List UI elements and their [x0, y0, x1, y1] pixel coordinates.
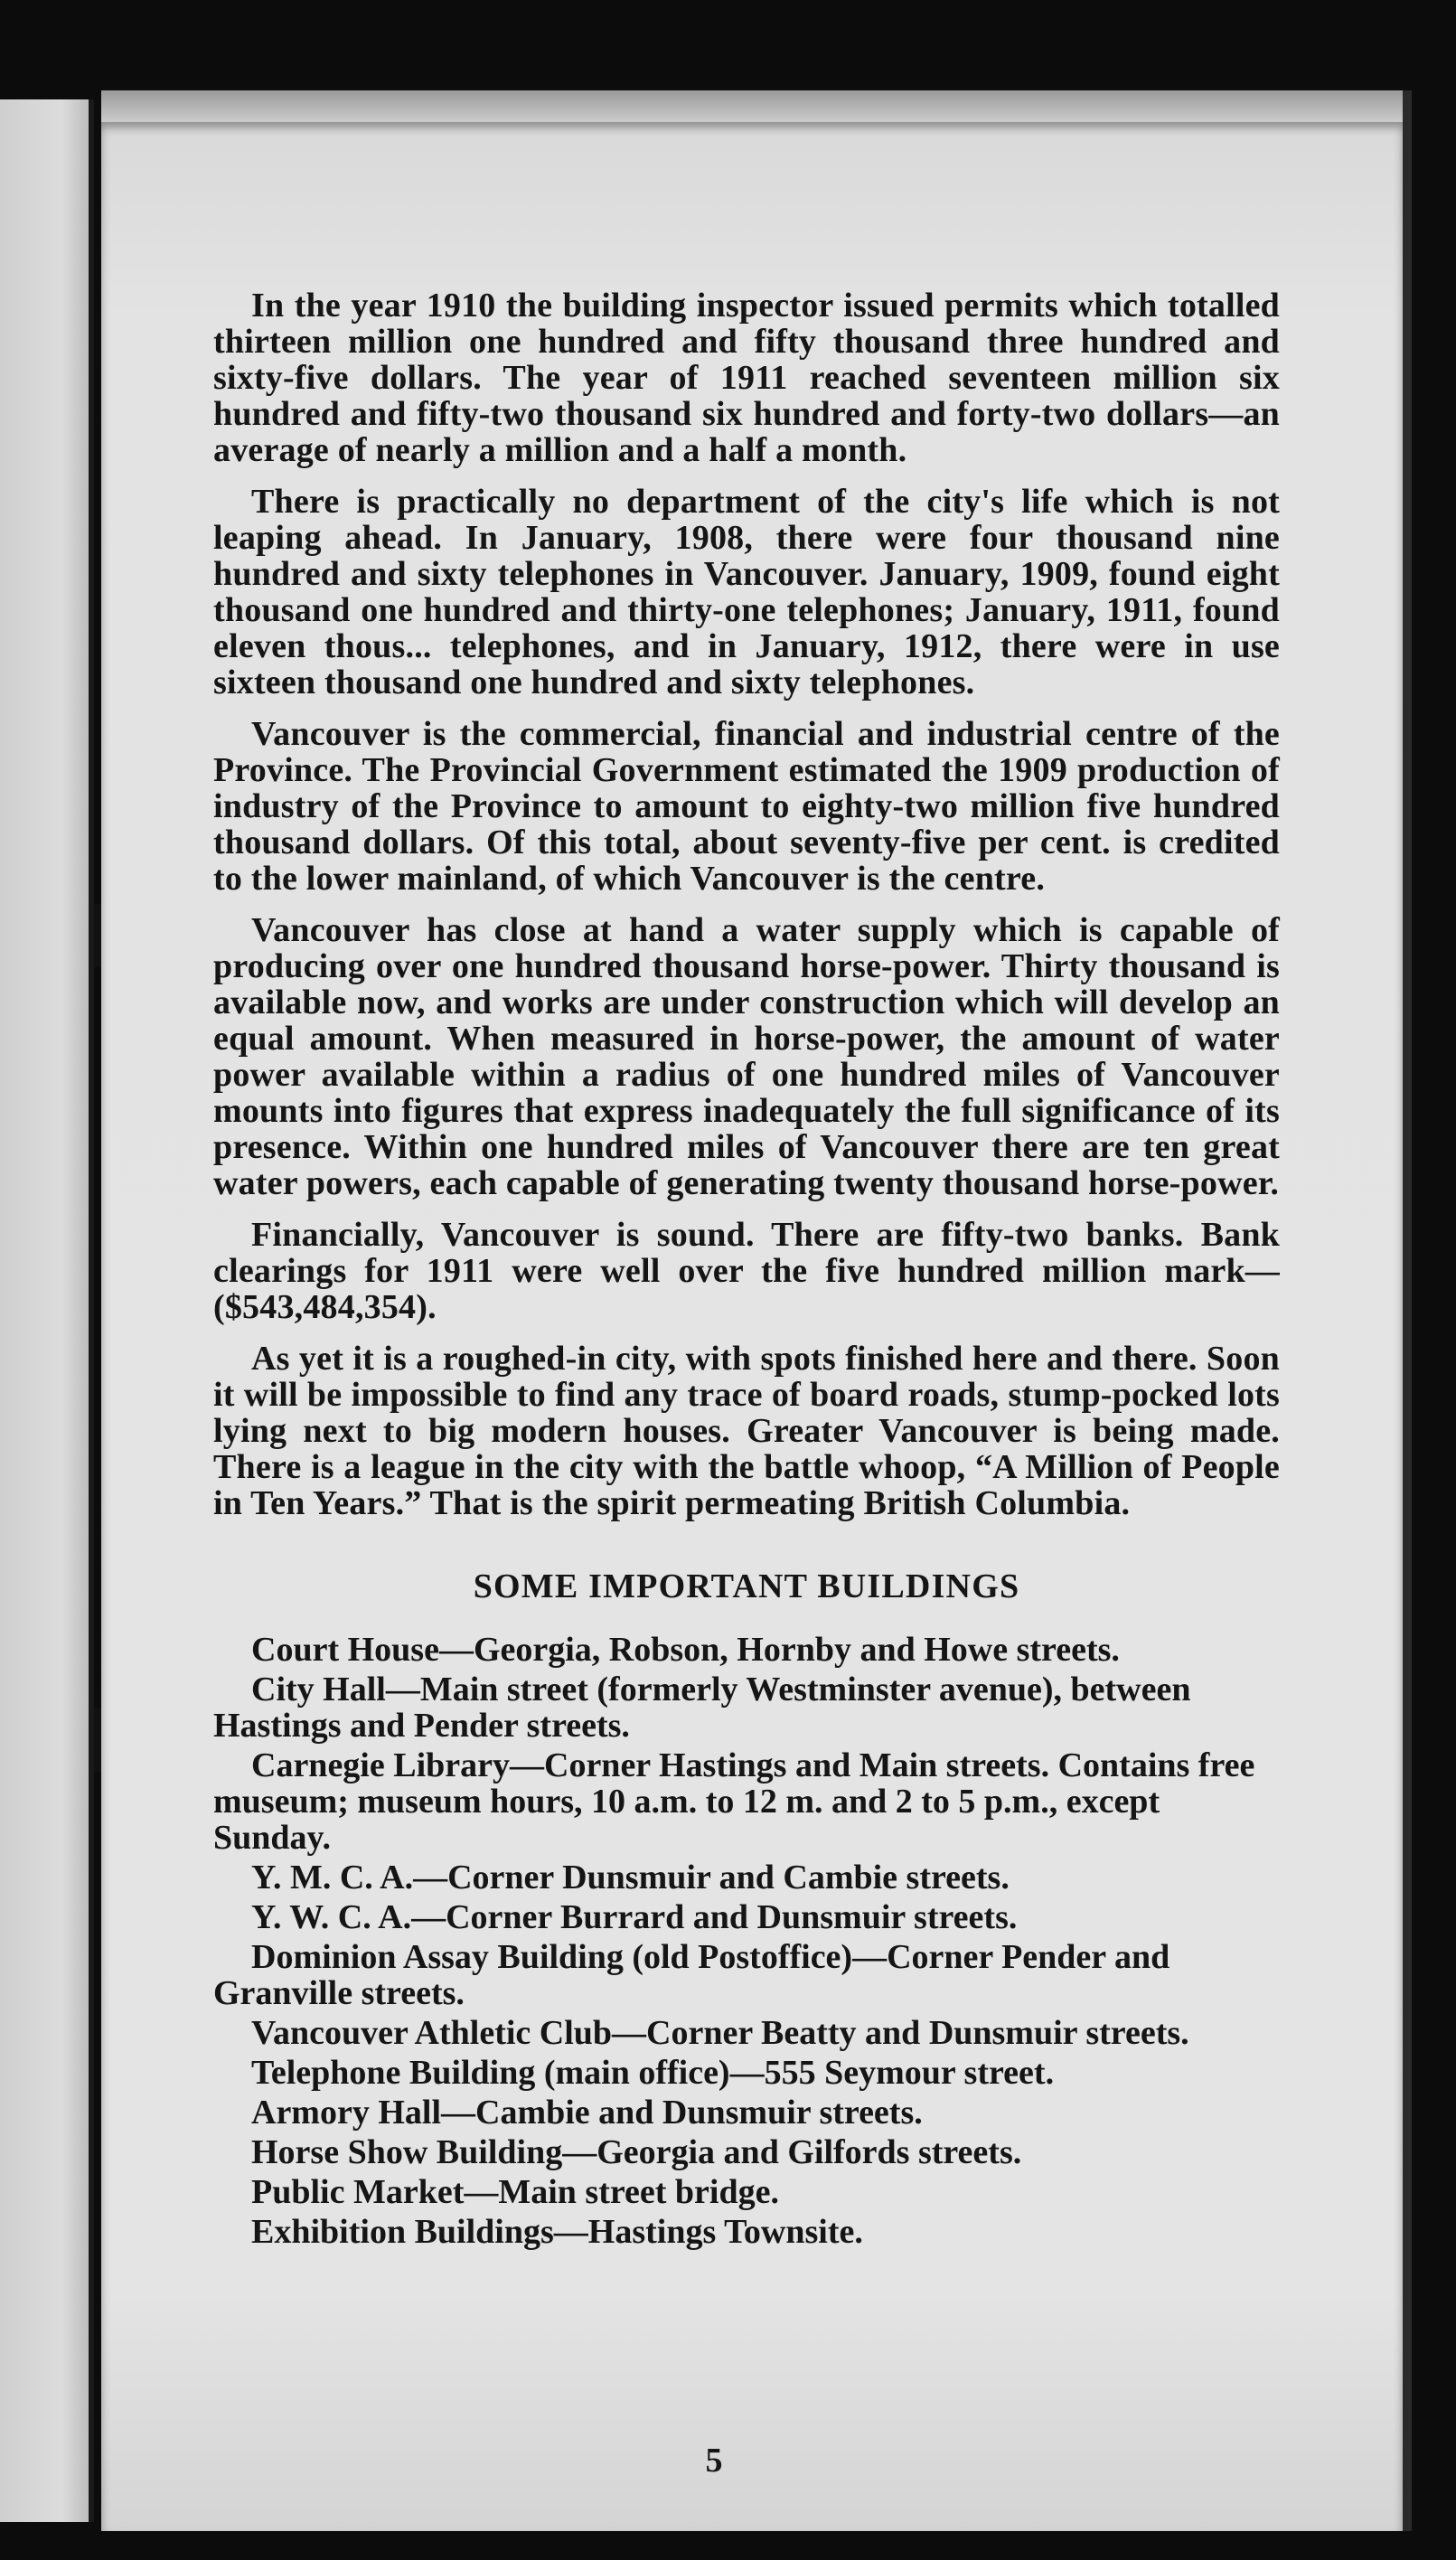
list-item: Y. M. C. A.—Corner Dunsmuir and Cambie streets.	[251, 1859, 1010, 1896]
paragraph: Vancouver has close at hand a water supply which is capable of producing over one hundred thousand horse-power. Thirty thousand is available now, and works are under construction which will develop an equal amount. When measured in horse-power, the amount of water power available within a radius of one hundred miles of Vancouver mounts into figures that express inadequately the full significance of its presence. Within one hundred miles of Vancouver there are ten great water powers, each capable of generating twenty thousand horse-power.	[213, 911, 1280, 1202]
section-heading: SOME IMPORTANT BUILDINGS	[473, 1567, 1020, 1605]
list-item: Court House—Georgia, Robson, Hornby and Howe streets.	[251, 1631, 1120, 1669]
list-item: Vancouver Athletic Club—Corner Beatty and Dunsmuir streets.	[251, 2014, 1189, 2052]
page-top-edge	[101, 90, 1407, 125]
list-item: Horse Show Building—Georgia and Gilfords streets.	[251, 2133, 1022, 2171]
list-item: Public Market—Main street bridge.	[251, 2173, 779, 2211]
page-number: 5	[705, 2442, 723, 2480]
page-right-edge	[1403, 90, 1412, 2531]
list-item: Carnegie Library—Corner Hastings and Main streets. Contains free museum; museum hours, 10 a.m. to 12 m. and 2 to 5 p.m., except Sunday.	[213, 1746, 1255, 1857]
paragraph: In the year 1910 the building inspector issued permits which totalled thirteen million one hundred and fifty thousand three hundred and sixty-five dollars. The year of 1911 reached seventeen million six hundred and fifty-two thousand six hundred and forty-two dollars—an average of nearly a million and a half a month.	[213, 287, 1280, 469]
list-item: Dominion Assay Building (old Postoffice)—Corner Pender and Granville streets.	[213, 1938, 1170, 2012]
book-spine	[0, 99, 94, 2522]
spine-mark	[94, 904, 101, 967]
page-text	[213, 287, 1280, 2254]
list-item: Armory Hall—Cambie and Dunsmuir streets.	[251, 2094, 923, 2132]
list-item: City Hall—Main street (formerly Westminster avenue), between Hastings and Pender streets.	[213, 1671, 1191, 1745]
buildings-list	[213, 1632, 1280, 2250]
list-item: Telephone Building (main office)—555 Seymour street.	[251, 2054, 1055, 2092]
paragraph: As yet it is a roughed-in city, with spots finished here and there. Soon it will be impossible to find any trace of board roads, stump-pocked lots lying next to big modern houses. Greater Vancouver is being made. There is a league in the city with the battle whoop, “A Million of People in Ten Years.” That is the spirit permeating British Columbia.	[213, 1340, 1280, 1522]
spine-mark	[94, 1708, 101, 1772]
paragraph: Vancouver is the commercial, financial and industrial centre of the Province. The Provincial Government estimated the 1909 production of industry of the Province to amount to eighty-two million five hundred thousand dollars. Of this total, about seventy-five per cent. is credited to the lower mainland, of which Vancouver is the centre.	[213, 715, 1280, 898]
list-item: Exhibition Buildings—Hastings Townsite.	[251, 2213, 863, 2251]
paragraph: There is practically no department of the city's life which is not leaping ahead. In January, 1908, there were four thousand nine hundred and sixty telephones in Vancouver. January, 1909, found eight thousand one hundred and thirty-one telephones; January, 1911, found eleven thous... telephones, and in January, 1912, there were in use sixteen thousand one hundred and sixty telephones.	[213, 483, 1280, 701]
list-item: Y. W. C. A.—Corner Burrard and Dunsmuir streets.	[251, 1898, 1018, 1936]
paragraph: Financially, Vancouver is sound. There are fifty-two banks. Bank clearings for 1911 were well over the five hundred million mark—($543,484,354).	[213, 1216, 1280, 1326]
